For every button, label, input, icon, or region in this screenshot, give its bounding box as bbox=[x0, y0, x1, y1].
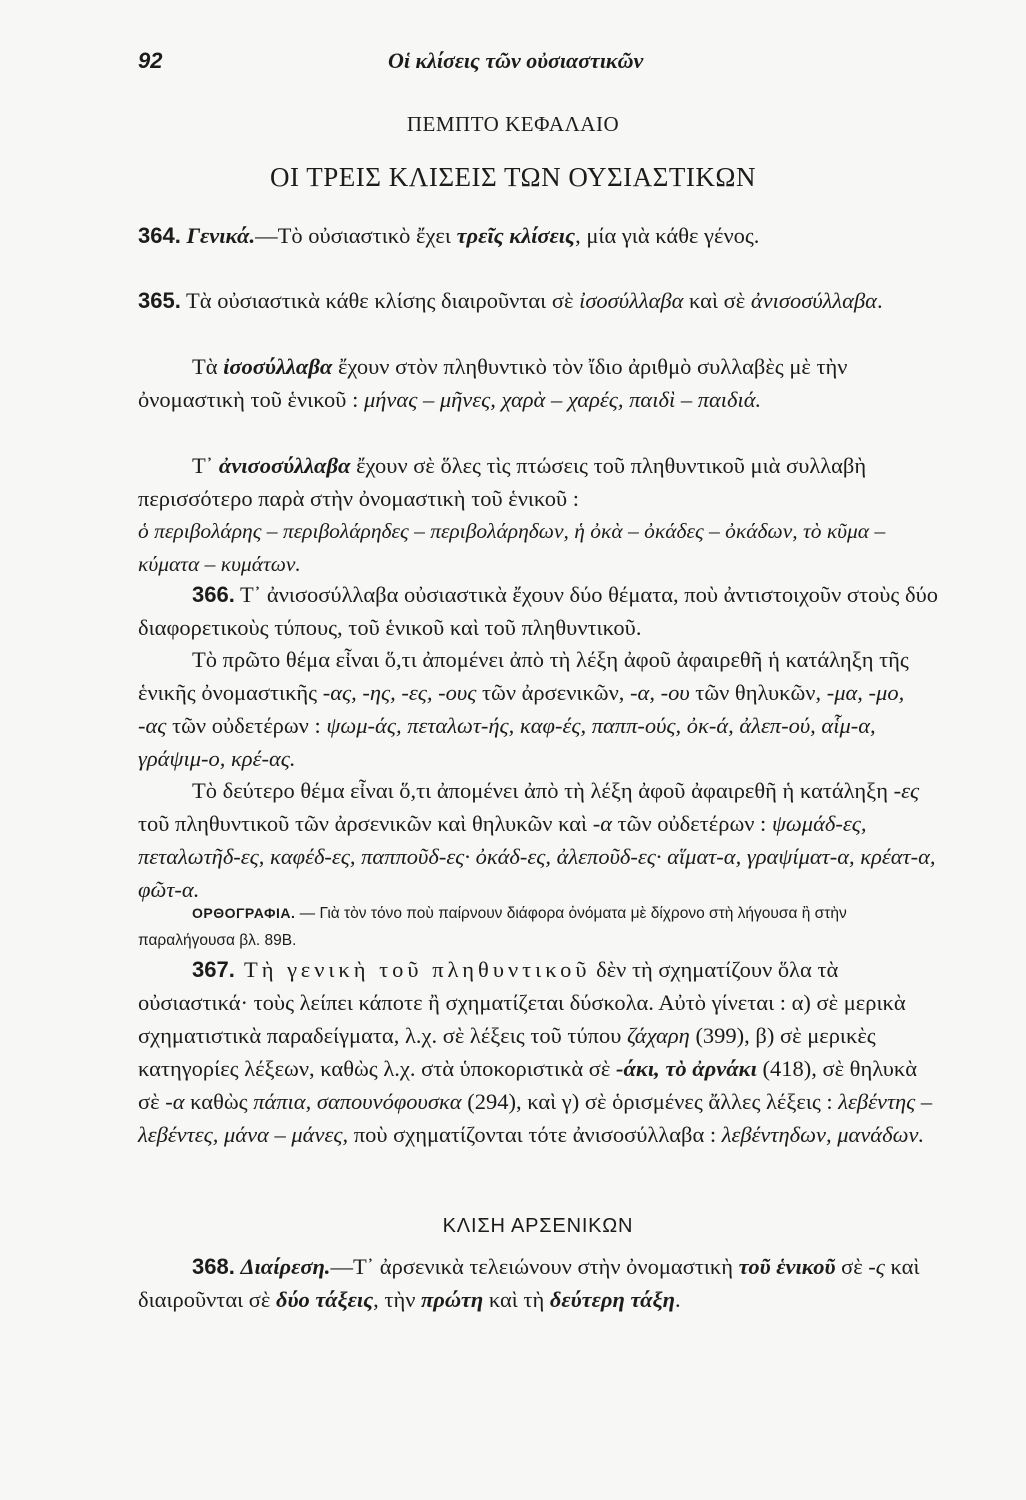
text-run: , μία γιὰ κάθε γένος. bbox=[575, 223, 760, 248]
emphasis: δεύτερη τάξη bbox=[549, 1287, 675, 1312]
chapter-title: ΟΙ ΤΡΕΙΣ ΚΛΙΣΕΙΣ ΤΩΝ ΟΥΣΙΑΣΤΙΚΩΝ bbox=[270, 162, 756, 192]
text-run: τῶν οὐδετέρων : bbox=[166, 713, 327, 738]
running-title: Οἱ κλίσεις τῶν οὐσιαστικῶν bbox=[388, 48, 644, 73]
paragraph-364 bbox=[138, 219, 938, 252]
page-number: 92 bbox=[138, 48, 163, 73]
section-number: 365. bbox=[138, 288, 181, 313]
example-words: λεβέντηδων, μανάδων. bbox=[721, 1122, 925, 1147]
example-block: ὁ περιβολάρης – περιβολάρηδες – περιβολάρηδων, ἡ ὀκὰ – ὀκάδες – ὀκάδων, τὸ κῦμα – κύματα – κυμάτων. bbox=[138, 519, 886, 576]
text-run: . bbox=[674, 1287, 681, 1312]
ending: -α bbox=[165, 1089, 185, 1114]
text-run: Τὸ πρῶτο θέμα εἶναι ὅ,τι ἀπομένει ἀπὸ τὴ λέξη ἀφοῦ ἀφαιρεθῆ ἡ κατάληξη τῆς ἑνικῆς ὀνομαστικῆς bbox=[138, 647, 909, 705]
text-run: Τ᾽ bbox=[192, 453, 219, 478]
section-number: 368. bbox=[192, 1254, 235, 1279]
text-run: τῶν οὐδετέρων : bbox=[612, 811, 772, 836]
emphasis: δύο τάξεις bbox=[276, 1287, 374, 1312]
emphasis: ἰσοσύλλαβα bbox=[223, 354, 333, 379]
text-run: τῶν θηλυκῶν, bbox=[689, 680, 827, 705]
text-run: καὶ διαιροῦνται σὲ bbox=[138, 1254, 920, 1312]
spaced-emphasis: Τὴ γενικὴ τοῦ πληθυντικοῦ bbox=[234, 957, 591, 982]
example-words: ψωμάδ-ες, πεταλωτῆδ-ες, καφέδ-ες, παπποῦδ-ες· ὀκάδ-ες, ἀλεποῦδ-ες· αἵματ-α, γραψίματ-α, κρέατ-α, φῶτ-α. bbox=[138, 811, 936, 902]
section-number: 367. bbox=[192, 957, 235, 982]
text-run: ἔχουν σὲ ὅλες τὶς πτώσεις τοῦ πληθυντικοῦ μιὰ συλλαβὴ περισσότερο παρὰ στὴν ὀνομαστικὴ τοῦ ἑνικοῦ : bbox=[138, 453, 867, 511]
ending: -α bbox=[592, 811, 613, 836]
emphasis: πρώτη bbox=[421, 1287, 484, 1312]
text-run: καθὼς bbox=[184, 1089, 254, 1114]
example-words: -άκι, τὸ ἀρνάκι bbox=[615, 1056, 757, 1081]
text-run: ποὺ σχηματίζονται τότε ἀνισοσύλλαβα : bbox=[348, 1122, 722, 1147]
text-run: Τὸ δεύτερο θέμα εἶναι ὅ,τι ἀπομένει ἀπὸ τὴ λέξη ἀφοῦ ἀφαιρεθῆ ἡ κατάληξη bbox=[192, 778, 894, 803]
section-heading: Γενικά. bbox=[186, 223, 256, 248]
emphasis: ἀνισοσύλλαβα bbox=[218, 453, 351, 478]
paragraph-366 bbox=[138, 578, 938, 644]
section-number: 364. bbox=[138, 223, 181, 248]
text-run: καὶ τὴ bbox=[483, 1287, 550, 1312]
note-text: — Γιὰ τὸν τόνο ποὺ παίρνουν διάφορα ὀνόματα μὲ δίχρονο στὴ λήγουσα ἢ στὴν παραλήγουσα βλ. 89Β. bbox=[138, 905, 847, 949]
example-words: μήνας – μῆνες, χαρὰ – χαρές, παιδὶ – παιδιά. bbox=[363, 387, 762, 412]
orthography-note bbox=[138, 900, 938, 954]
paragraph-366-first-stem bbox=[138, 643, 938, 775]
text-run: ἔχουν στὸν πληθυντικὸ τὸν ἴδιο ἀριθμὸ συλλαβὲς μὲ τὴν ὀνομαστικὴ τοῦ ἑνικοῦ : bbox=[138, 354, 848, 412]
text-run: (418), σὲ θηλυκὰ σὲ bbox=[138, 1056, 917, 1114]
chapter-label: ΠΕΜΠΤΟ ΚΕΦΑΛΑΙΟ bbox=[406, 112, 620, 136]
text-run: . bbox=[876, 288, 883, 313]
paragraph-367 bbox=[138, 953, 938, 1151]
paragraph-365-isosyllaba bbox=[138, 350, 938, 416]
text-run: τοῦ πληθυντικοῦ τῶν ἀρσενικῶν καὶ θηλυκῶν καὶ bbox=[138, 811, 593, 836]
text-run: —Τ᾽ ἀρσενικὰ τελειώνουν στὴν ὀνομαστικὴ bbox=[330, 1254, 739, 1279]
paragraph-366-second-stem bbox=[138, 774, 938, 906]
text-run: (294), καὶ γ) σὲ ὁρισμένες ἄλλες λέξεις : bbox=[461, 1089, 839, 1114]
emphasis: ἰσοσύλλαβα bbox=[579, 288, 684, 313]
text-run: (399), β) σὲ μερικὲς κατηγορίες λέξεων, καθὼς λ.χ. στὰ ὑποκοριστικὰ σὲ bbox=[138, 1023, 876, 1081]
running-head bbox=[138, 48, 938, 84]
paragraph-365 bbox=[138, 284, 938, 317]
emphasis: ἀνισοσύλλαβα bbox=[750, 288, 877, 313]
ending: -ες bbox=[893, 778, 920, 803]
emphasis: τοῦ ἑνικοῦ bbox=[738, 1254, 836, 1279]
note-label: ΟΡΘΟΓΡΑΦΙΑ. bbox=[192, 905, 296, 921]
emphasis: τρεῖς κλίσεις bbox=[456, 223, 576, 248]
text-run: σὲ bbox=[835, 1254, 869, 1279]
text-run: Τ᾽ ἀνισοσύλλαβα οὐσιαστικὰ ἔχουν δύο θέματα, ποὺ ἀντιστοιχοῦν στοὺς δύο διαφορετικοὺς τύπους, τοῦ ἑνικοῦ καὶ τοῦ πληθυντικοῦ. bbox=[138, 582, 938, 640]
text-run: καὶ σὲ bbox=[683, 288, 751, 313]
ending: -ς bbox=[868, 1254, 885, 1279]
text-run: Τὰ οὐσιαστικὰ κάθε κλίσης διαιροῦνται σὲ bbox=[180, 288, 580, 313]
section-heading: Διαίρεση. bbox=[240, 1254, 331, 1279]
text-run: Τὰ bbox=[192, 354, 224, 379]
ending: -α, -ου bbox=[630, 680, 690, 705]
text-run: , τὴν bbox=[373, 1287, 422, 1312]
text-run: τῶν ἀρσενικῶν, bbox=[476, 680, 631, 705]
section-heading-masculine: ΚΛΙΣΗ ΑΡΣΕΝΙΚΩΝ bbox=[442, 1215, 634, 1237]
example-words: πάπια, σαπουνόφουσκα bbox=[253, 1089, 462, 1114]
example-words: λεβέντης – λεβέντες, μάνα – μάνες, bbox=[138, 1089, 933, 1147]
paragraph-368 bbox=[138, 1250, 938, 1316]
section-number: 366. bbox=[192, 582, 235, 607]
text-run: δὲν τὴ σχηματίζουν ὅλα τὰ οὐσιαστικά· τοὺς λείπει κάποτε ἢ σχηματίζεται δύσκολα. Αὐτὸ γίνεται : α) σὲ μερικὰ σχηματιστικὰ παραδείγματα, λ.χ. σὲ λέξεις τοῦ τύπου bbox=[138, 957, 906, 1048]
ending: -μα, -μο, -ας bbox=[138, 680, 905, 738]
example-words: ψωμ-άς, πεταλωτ-ής, καφ-ές, παππ-ούς, ὀκ-ά, ἀλεπ-ού, αἷμ-α, γράψιμ-ο, κρέ-ας. bbox=[138, 713, 876, 771]
paragraph-365-anisosyllaba bbox=[138, 449, 938, 515]
example-words: ζάχαρη bbox=[626, 1023, 690, 1048]
text-run: —Τὸ οὐσιαστικὸ ἔχει bbox=[255, 223, 457, 248]
ending: -ας, -ης, -ες, -ους bbox=[322, 680, 477, 705]
